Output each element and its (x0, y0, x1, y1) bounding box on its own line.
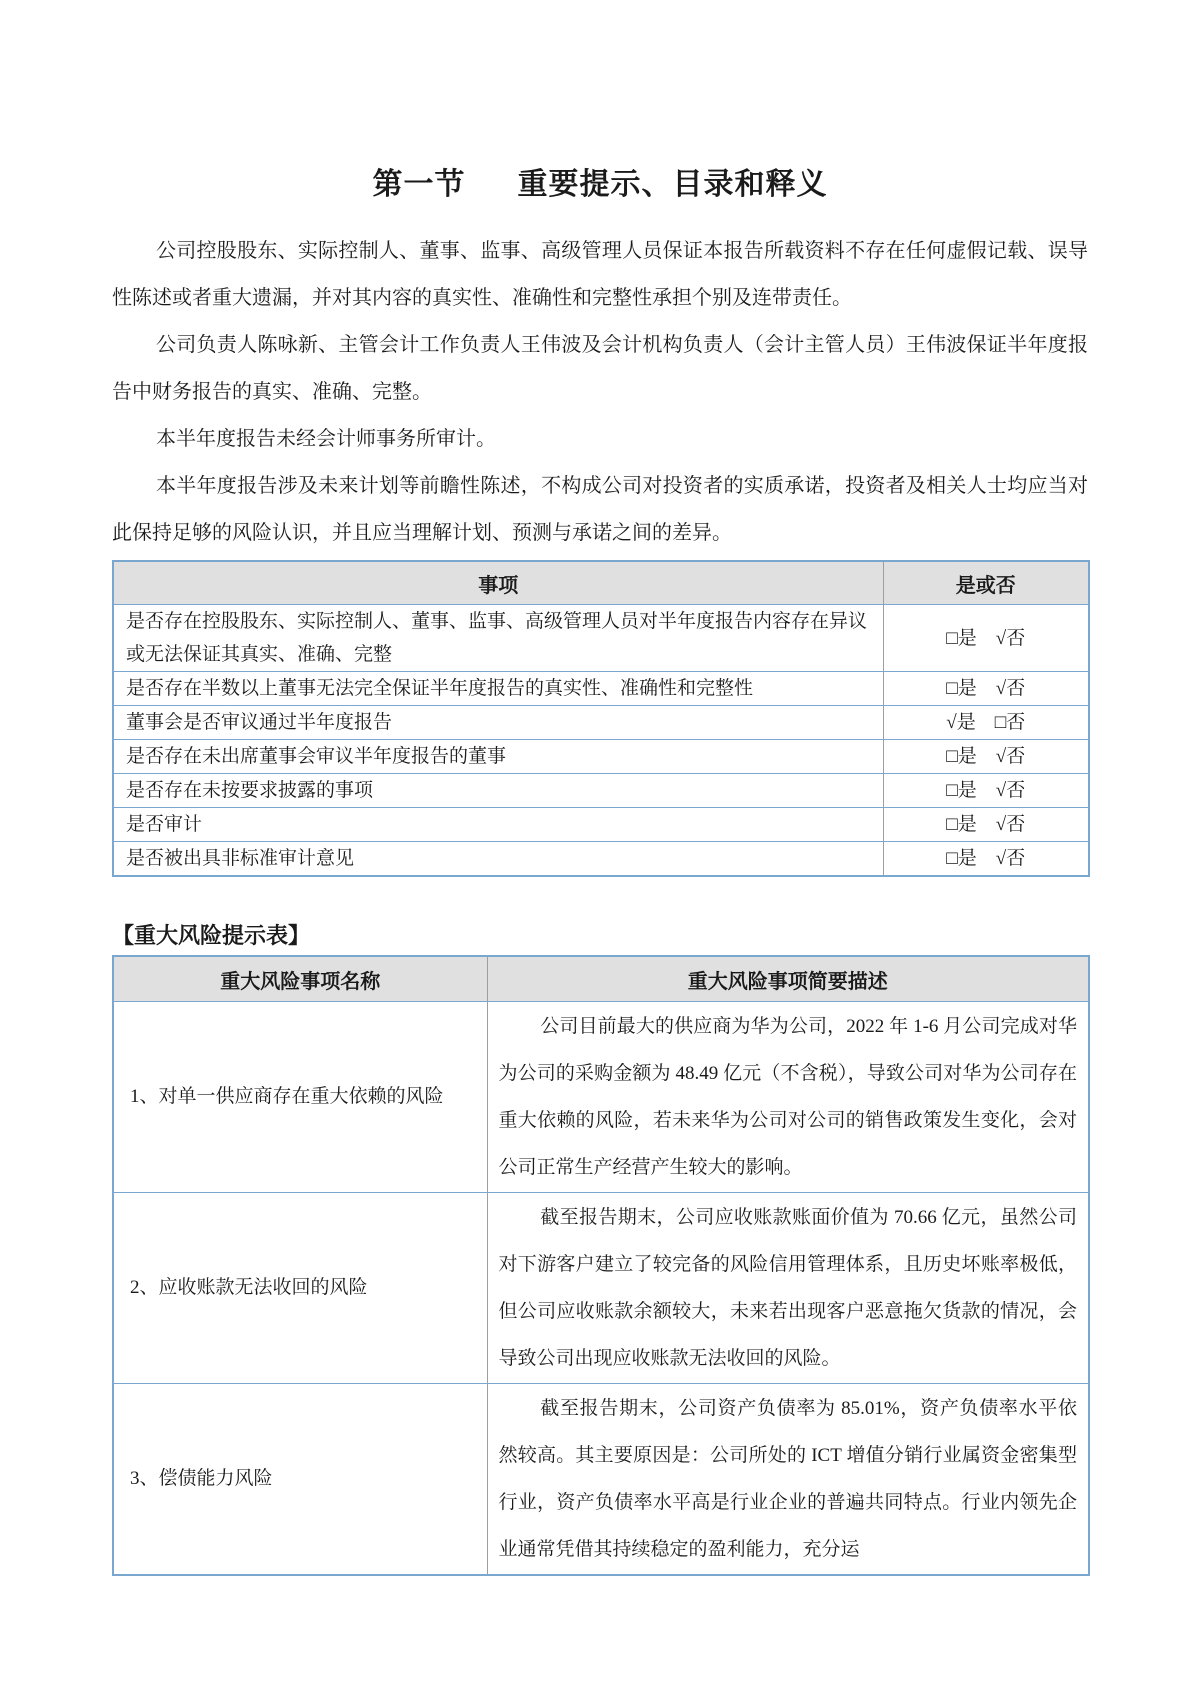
table-row (113, 706, 1089, 740)
table-row (113, 672, 1089, 706)
table-row (113, 740, 1089, 774)
yes-no-answer: □是 √否 (883, 842, 1089, 877)
table-row (113, 774, 1089, 808)
column-header-item: 事项 (113, 561, 883, 605)
risk-name: 3、偿债能力风险 (113, 1384, 487, 1576)
item-text: 董事会是否审议通过半年度报告 (113, 706, 883, 740)
item-text: 是否被出具非标准审计意见 (113, 842, 883, 877)
paragraph: 本半年度报告涉及未来计划等前瞻性陈述，不构成公司对投资者的实质承诺，投资者及相关人士均应当对此保持足够的风险认识，并且应当理解计划、预测与承诺之间的差异。 (112, 475, 1088, 544)
page-title (112, 164, 1088, 206)
item-text: 是否存在未按要求披露的事项 (113, 774, 883, 808)
risk-name: 2、应收账款无法收回的风险 (113, 1193, 487, 1384)
item-text: 是否存在半数以上董事无法完全保证半年度报告的真实性、准确性和完整性 (113, 672, 883, 706)
document-body (112, 0, 1088, 1576)
table-row (113, 808, 1089, 842)
item-text: 是否审计 (113, 808, 883, 842)
risk-description: 截至报告期末，公司应收账款账面价值为 70.66 亿元，虽然公司对下游客户建立了较完备的风险信用管理体系，且历史坏账率极低，但公司应收账款余额较大，未来若出现客户恶意拖欠货款的情况，会导致公司出现应收账款无法收回的风险。 (487, 1193, 1089, 1384)
yes-no-table-header-row (113, 561, 1089, 605)
risk-table-header-row (113, 956, 1089, 1002)
risk-table-heading: 【重大风险提示表】 (112, 923, 311, 948)
paragraph: 本半年度报告未经会计师事务所审计。 (156, 428, 496, 450)
column-header-risk-name: 重大风险事项名称 (113, 956, 487, 1002)
yes-no-answer: □是 √否 (883, 672, 1089, 706)
table-row (113, 842, 1089, 877)
yes-no-answer: □是 √否 (883, 740, 1089, 774)
table-row (113, 1002, 1089, 1193)
item-text: 是否存在控股股东、实际控制人、董事、监事、高级管理人员对半年度报告内容存在异议或无法保证其真实、准确、完整 (113, 605, 883, 672)
item-text: 是否存在未出席董事会审议半年度报告的董事 (113, 740, 883, 774)
column-header-risk-description: 重大风险事项简要描述 (487, 956, 1089, 1002)
major-risk-table (112, 955, 1090, 1576)
paragraph: 公司控股股东、实际控制人、董事、监事、高级管理人员保证本报告所载资料不存在任何虚假记载、误导性陈述或者重大遗漏，并对其内容的真实性、准确性和完整性承担个别及连带责任。 (112, 240, 1088, 309)
intro-paragraphs (112, 228, 1088, 557)
section-number: 第一节 (372, 168, 466, 201)
yes-no-answer: □是 √否 (883, 605, 1089, 672)
column-header-answer: 是或否 (883, 561, 1089, 605)
section-title: 重要提示、目录和释义 (517, 168, 828, 201)
paragraph: 公司负责人陈咏新、主管会计工作负责人王伟波及会计机构负责人（会计主管人员）王伟波保证半年度报告中财务报告的真实、准确、完整。 (112, 334, 1088, 403)
table-row (113, 1193, 1089, 1384)
table-row (113, 605, 1089, 672)
risk-name: 1、对单一供应商存在重大依赖的风险 (113, 1002, 487, 1193)
risk-description: 公司目前最大的供应商为华为公司，2022 年 1-6 月公司完成对华为公司的采购金额为 48.49 亿元（不含税），导致公司对华为公司存在重大依赖的风险，若未来华为公司对公司的销售政策发生变化，会对公司正常生产经营产生较大的影响。 (487, 1002, 1089, 1193)
table-row (113, 1384, 1089, 1576)
yes-no-answer: □是 √否 (883, 808, 1089, 842)
yes-no-answer: □是 √否 (883, 774, 1089, 808)
yes-no-table (112, 560, 1090, 877)
risk-description: 截至报告期末，公司资产负债率为 85.01%，资产负债率水平依然较高。其主要原因是：公司所处的 ICT 增值分销行业属资金密集型行业，资产负债率水平高是行业企业的普遍共同特点。行业内领先企业通常凭借其持续稳定的盈利能力，充分运 (487, 1384, 1089, 1576)
yes-no-answer: √是 □否 (883, 706, 1089, 740)
